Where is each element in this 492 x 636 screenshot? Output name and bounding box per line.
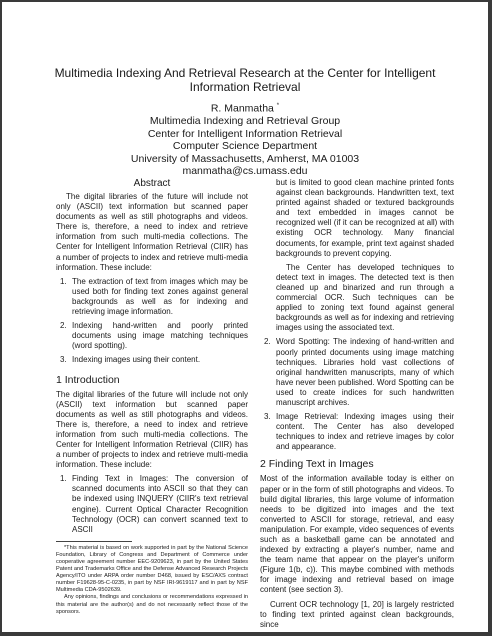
intro-item bbox=[56, 474, 248, 535]
item-1-continuation: but is limited to good clean machine printed fonts against clean backgrounds. Handwritten text, text printed against shaded or textured backgrounds and text embedded in images cannot be recognized well (if it can be recognized at all) with existing OCR technology. Many financial documents, for example, print text against shaded backgrounds to prevent copying. bbox=[276, 178, 454, 258]
footnote bbox=[56, 545, 248, 616]
section-2-paragraph: Current OCR technology [1, 20] is largely restricted to finding text printed against clean backgrounds, since bbox=[260, 599, 454, 629]
item-number: 3. bbox=[60, 355, 67, 365]
abstract-item bbox=[56, 277, 248, 317]
left-column bbox=[56, 178, 248, 616]
abstract-item bbox=[56, 321, 248, 351]
author-name-line bbox=[42, 100, 448, 115]
right-column bbox=[260, 178, 454, 632]
footnote-funding: *This material is based on work supported in part by the National Science Foundation, Library of Congress and Department of Commerce under cooperative agreement number EEC-9209623, in part by the United States Patent and Trademarks Office and the Defense Advanced Research Projects Agency/ITO under ARPA order number D468, issued by ESC/AXS contract number F19628-95-C-0235, in part by NSF IRI-9619117 and in part by NSF Multimedia CDA-9502639. bbox=[56, 544, 248, 594]
item-number: 1. bbox=[60, 474, 67, 484]
footnote-rule bbox=[56, 541, 132, 542]
section-heading-finding-text: 2 Finding Text in Images bbox=[260, 458, 374, 471]
affiliation-department: Computer Science Department bbox=[172, 140, 318, 152]
section-2-paragraph: Most of the information available today is either on paper or in the form of still photographs and videos. To build digital libraries, this large volume of information needs to be digitized into images and the text converted to ASCII for storage, retrieval, and easy manipulation. For example, video sequences of events such as a basketball game can be annotated and indexed by extracting a player's number, name and the team name that appear on the player's uniform (Figure 1(b, c)). This maybe combined with methods for image indexing and retrieval based on image content (see section 3). bbox=[260, 474, 454, 595]
item-text: The extraction of text from images which may be used both for finding text zones against general backgrounds as well as for indexing and retrieving image information. bbox=[72, 276, 248, 317]
paper-page bbox=[2, 2, 488, 632]
abstract-heading: Abstract bbox=[133, 178, 171, 189]
abstract-item bbox=[56, 355, 248, 365]
affiliation-group: Multimedia Indexing and Retrieval Group bbox=[149, 115, 341, 127]
item-text: Finding Text in Images: The conversion of scanned documents into ASCII so that they can be indexed using INQUERY (CIIR's text retrieval engine). Current Optical Character Recognition Technology (OCR) can convert scanned text to ASCII bbox=[72, 474, 248, 534]
affiliation-center: Center for Intelligent Information Retrieval bbox=[147, 127, 343, 140]
item-number: 1. bbox=[60, 276, 67, 286]
author-footnote-mark: * bbox=[276, 103, 280, 109]
intro-item bbox=[260, 337, 454, 408]
item-text: Image Retrieval: Indexing images using their content. The Center has also developed techniques to index and retrieve images by color and appearance. bbox=[276, 412, 454, 452]
abstract-paragraph: The digital libraries of the future will include not only (ASCII) text information but scanned paper documents as well as still photographs and videos. There is, therefore, a need to index and retrieve information from such multi-media collections. The Center for Intelligent Information Retrieval (CIIR) has a number of projects to index and retrieve multi-media information. These include: bbox=[56, 192, 248, 272]
author-block bbox=[42, 100, 448, 178]
intro-item bbox=[260, 412, 454, 452]
paper-title: Multimedia Indexing And Retrieval Research at the Center for Intelligent Information Retrieval bbox=[54, 66, 436, 94]
author-name: R. Manmatha bbox=[210, 102, 274, 115]
section-heading-introduction: 1 Introduction bbox=[56, 373, 120, 386]
item-number: 3. bbox=[264, 412, 271, 422]
item-text: Word Spotting: The indexing of hand-written and poorly printed documents using image matching techniques. Libraries hold vast collections of original handwritten manuscripts, many of which have never been published. Word Spotting can be used to create indices for such handwritten manuscript archives. bbox=[276, 337, 454, 407]
footnote-disclaimer: Any opinions, findings and conclusions or recommendations expressed in this material are the author(s) and do not necessarily reflect those of the sponsors. bbox=[56, 594, 248, 615]
intro-paragraph: The digital libraries of the future will include not only (ASCII) text information but scanned paper documents as well as still photographs and videos. There is, therefore, a need to index and retrieve information from such multi-media collections. The Center for Intelligent Information Retrieval (CIIR) has a number of projects to index and retrieve multi-media information. These include: bbox=[56, 389, 248, 470]
item-text: Indexing hand-written and poorly printed documents using image matching techniques (word spotting). bbox=[72, 321, 248, 351]
item-number: 2. bbox=[60, 321, 67, 331]
affiliation-university: University of Massachusetts, Amherst, MA 01003 bbox=[130, 152, 360, 165]
item-number: 2. bbox=[264, 337, 271, 347]
text-detection-paragraph: The Center has developed techniques to detect text in images. The detected text is then cleaned up and binarized and run through a commercial OCR. Such techniques can be applied to zoning text found against general backgrounds as well as for indexing and retrieving images using the associated text. bbox=[276, 262, 454, 333]
item-text: Indexing images using their content. bbox=[72, 355, 201, 365]
author-email: manmatha@cs.umass.edu bbox=[182, 165, 308, 177]
